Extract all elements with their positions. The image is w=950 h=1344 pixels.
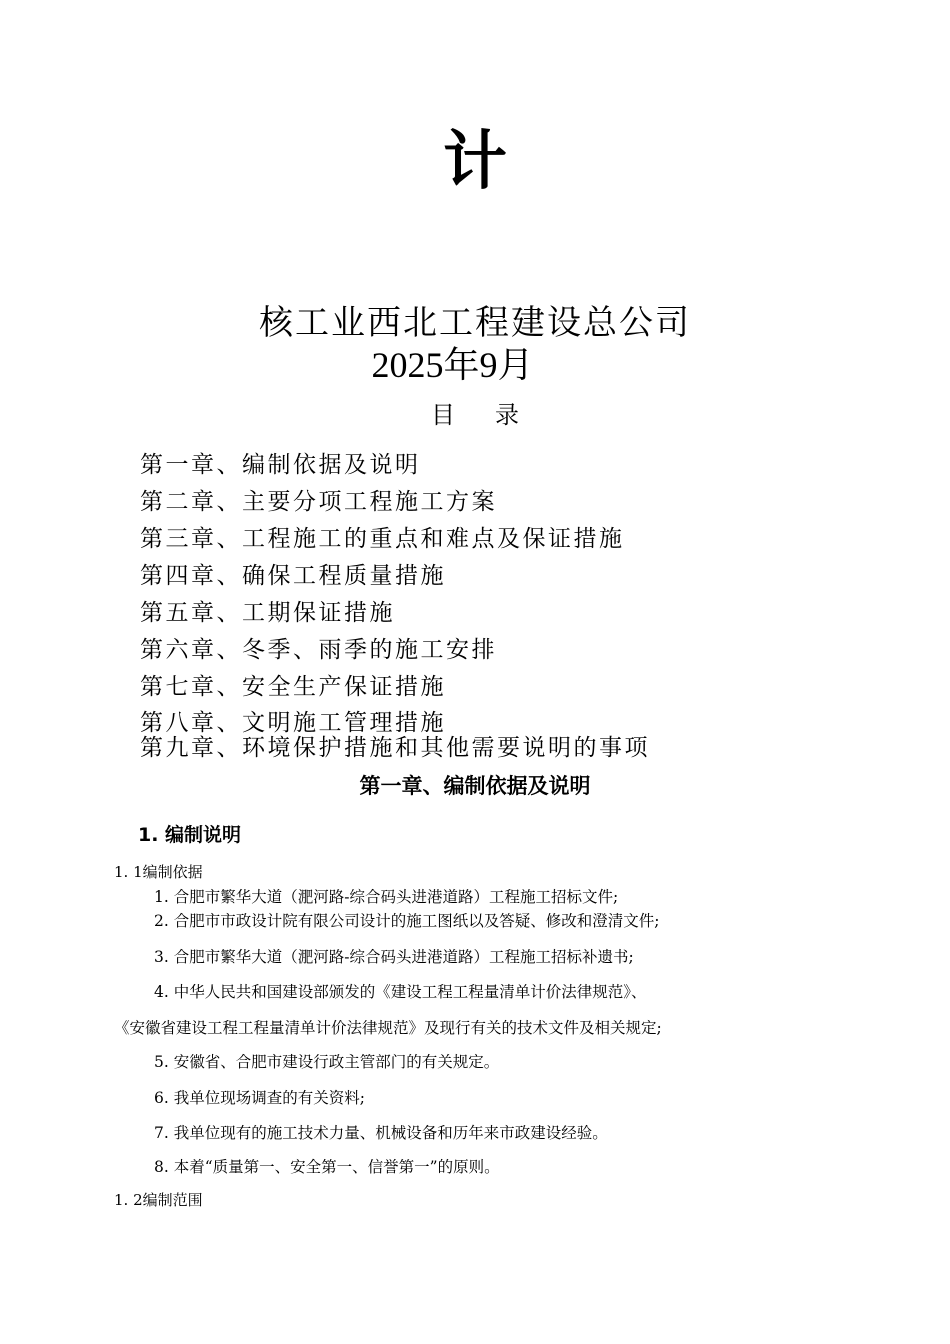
toc-item-5: 第五章、工期保证措施 (140, 600, 395, 626)
company-name: 核工业西北工程建设总公司 (259, 303, 691, 343)
toc-item-1: 第一章、编制依据及说明 (140, 452, 421, 478)
basis-item-1: 1. 合肥市繁华大道（淝河路-综合码头进港道路）工程施工招标文件; (154, 888, 619, 906)
cover-title-char: 计 (443, 125, 507, 199)
basis-item-7: 7. 我单位现有的施工技术力量、机械设备和历年来市政建设经验。 (154, 1124, 608, 1142)
basis-item-6: 6. 我单位现场调查的有关资料; (154, 1089, 365, 1107)
basis-item-3: 3. 合肥市繁华大道（淝河路-综合码头进港道路）工程施工招标补遗书; (154, 948, 634, 966)
toc-title: 目录 (431, 401, 559, 429)
basis-item-2: 2. 合肥市市政设计院有限公司设计的施工图纸以及答疑、修改和澄清文件; (154, 912, 660, 930)
toc-item-4: 第四章、确保工程质量措施 (140, 563, 446, 589)
chapter-title: 第一章、编制依据及说明 (359, 774, 591, 798)
sub-heading-basis: 1. 1编制依据 (114, 863, 203, 881)
basis-item-8: 8. 本着“质量第一、安全第一、信誉第一”的原则。 (154, 1158, 500, 1176)
section-title: 1. 编制说明 (138, 824, 242, 846)
basis-item-5: 5. 安徽省、合肥市建设行政主管部门的有关规定。 (154, 1053, 500, 1071)
toc-item-7: 第七章、安全生产保证措施 (140, 674, 446, 700)
document-date: 2025年9月 (371, 345, 534, 385)
toc-item-9: 第九章、环境保护措施和其他需要说明的事项 (140, 735, 650, 761)
sub-heading-scope: 1. 2编制范围 (114, 1191, 203, 1209)
toc-item-8: 第八章、文明施工管理措施 (140, 710, 446, 736)
basis-item-4: 4. 中华人民共和国建设部颁发的《建设工程工程量清单计价法律规范》、 (154, 983, 647, 1001)
toc-item-6: 第六章、冬季、雨季的施工安排 (140, 637, 497, 663)
toc-item-2: 第二章、主要分项工程施工方案 (140, 489, 497, 515)
basis-item-4-continued: 《安徽省建设工程工程量清单计价法律规范》及现行有关的技术文件及相关规定; (114, 1019, 662, 1037)
toc-item-3: 第三章、工程施工的重点和难点及保证措施 (140, 526, 625, 552)
